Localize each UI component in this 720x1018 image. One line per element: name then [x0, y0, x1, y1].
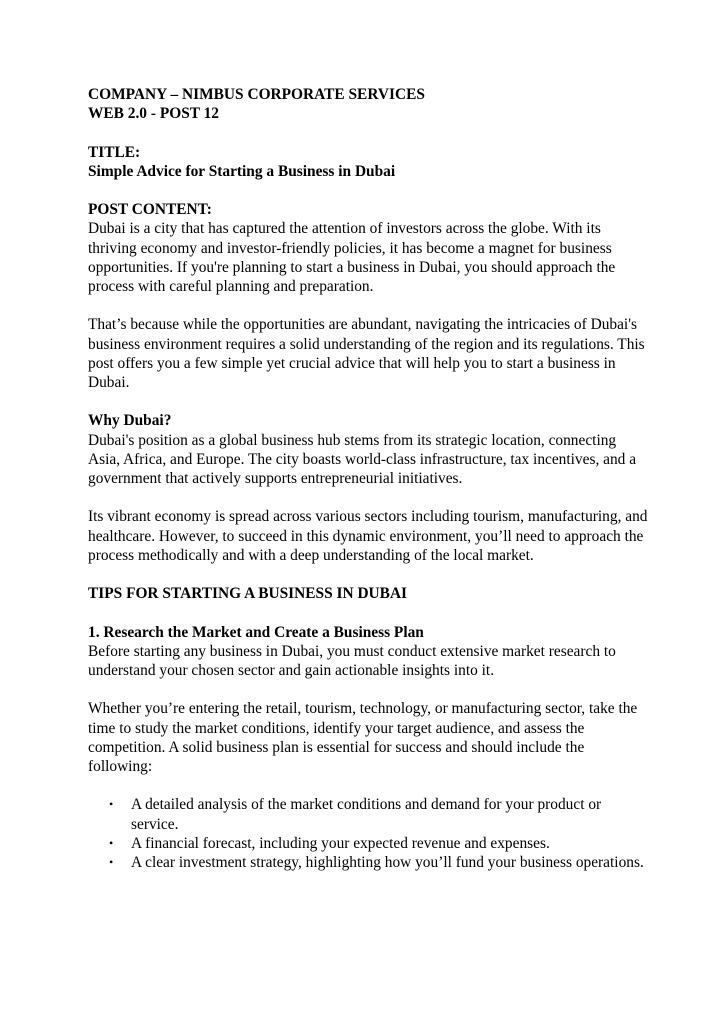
- spacer: [88, 603, 648, 622]
- bullet-icon: •: [109, 854, 114, 869]
- tips-heading: TIPS FOR STARTING A BUSINESS IN DUBAI: [88, 585, 408, 603]
- spacer: [88, 296, 648, 315]
- spacer: [88, 392, 648, 411]
- tip1-paragraph-2: Whether you’re entering the retail, tourism, technology, or manufacturing sector, take the time to study the market conditions, identify your target audience, and assess the competition. A solid business plan is essential for success and should include the following:: [88, 700, 638, 775]
- list-item: [88, 834, 648, 853]
- intro-paragraph-2: That’s because while the opportunities are abundant, navigating the intricacies of Dubai's business environment requires a solid understanding of the region and its regulations. This post offers you a few simple yet crucial advice that will help you to start a business in Dubai.: [88, 316, 645, 391]
- list-item-text: A detailed analysis of the market conditions and demand for your product or service.: [131, 796, 602, 833]
- title-label: TITLE:: [88, 143, 141, 161]
- post-id-line: WEB 2.0 - POST 12: [88, 105, 219, 123]
- spacer: [88, 680, 648, 699]
- why-paragraph-2: Its vibrant economy is spread across various sectors including tourism, manufacturing, and healthcare. However, to succeed in this dynamic environment, you’ll need to approach the process methodically and with a deep understanding of the local market.: [88, 508, 648, 564]
- tip1-bullet-list: [88, 795, 648, 872]
- bullet-icon: •: [109, 835, 114, 850]
- list-item-text: A financial forecast, including your expected revenue and expenses.: [131, 834, 550, 852]
- company-line: COMPANY – NIMBUS CORPORATE SERVICES: [88, 86, 425, 103]
- bullet-icon: •: [109, 797, 114, 812]
- post-title: Simple Advice for Starting a Business in Dubai: [88, 162, 396, 180]
- why-dubai-heading: Why Dubai?: [88, 412, 172, 430]
- why-paragraph-1: Dubai's position as a global business hub stems from its strategic location, connecting Asia, Africa, and Europe. The city boasts world-class infrastructure, tax incentives, and a government that actively supports entrepreneurial initiatives.: [88, 431, 637, 487]
- spacer: [88, 565, 648, 584]
- list-item-text: A clear investment strategy, highlighting how you’ll fund your business operations.: [131, 853, 644, 871]
- tip1-heading: 1. Research the Market and Create a Business Plan: [88, 623, 424, 641]
- spacer: [88, 488, 648, 507]
- post-content-label: POST CONTENT:: [88, 201, 212, 219]
- spacer: [88, 776, 648, 795]
- spacer: [88, 123, 648, 142]
- list-item: [88, 853, 648, 872]
- tip1-paragraph-1: Before starting any business in Dubai, you must conduct extensive market research to understand your chosen sector and gain actionable insights into it.: [88, 642, 616, 679]
- document-page: [88, 85, 648, 872]
- spacer: [88, 181, 648, 200]
- list-item: [88, 795, 648, 833]
- intro-paragraph-1: Dubai is a city that has captured the attention of investors across the globe. With its thriving economy and investor-friendly policies, it has become a magnet for business opportunities. If you're planning to start a business in Dubai, you should approach the process with careful planning and preparation.: [88, 220, 616, 295]
